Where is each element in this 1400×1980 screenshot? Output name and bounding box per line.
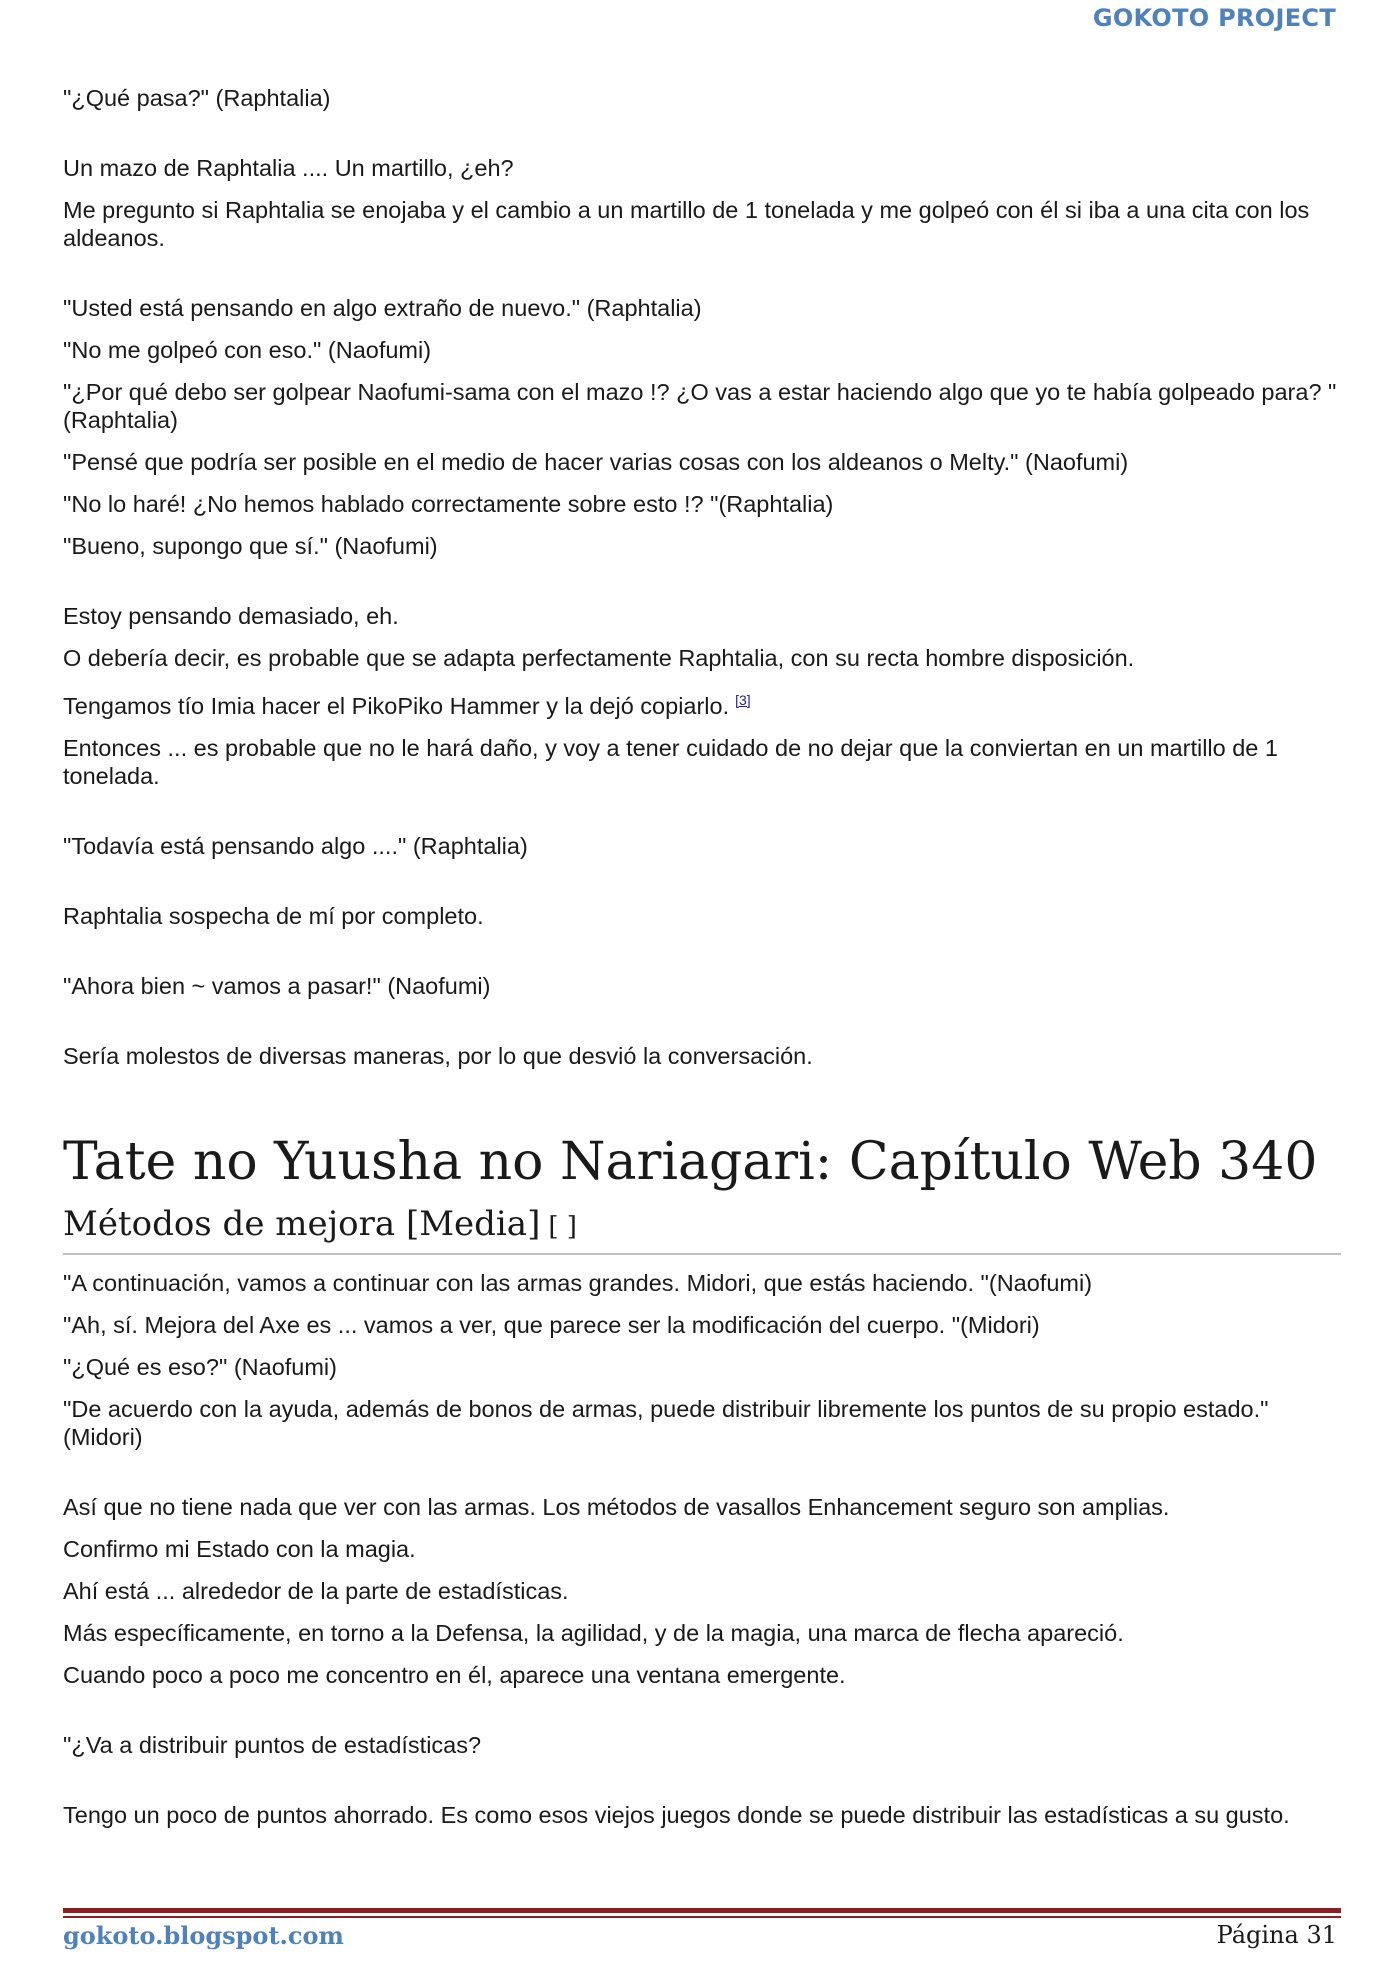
- paragraph: Estoy pensando demasiado, eh.: [63, 603, 399, 629]
- paragraph: "Ahora bien ~ vamos a pasar!" (Naofumi): [63, 972, 491, 999]
- paragraph: "¿Qué pasa?" (Raphtalia): [63, 85, 331, 111]
- section-edit-link[interactable]: [ ]: [548, 1211, 577, 1242]
- paragraph: "De acuerdo con la ayuda, además de bonos de armas, puede distribuir libremente los puntos de su propio estado." (Midori): [63, 1395, 1269, 1450]
- footnote-link[interactable]: [3]: [735, 692, 751, 708]
- paragraph-text: Tengamos tío Imia hacer el PikoPiko Hammer y la dejó copiarlo.: [63, 692, 730, 719]
- paragraph: Raphtalia sospecha de mí por completo.: [63, 902, 484, 929]
- paragraph: Ahí está ... alrededor de la parte de estadísticas.: [63, 1577, 569, 1604]
- paragraph: "No me golpeó con eso." (Naofumi): [63, 337, 432, 363]
- paragraph: "Bueno, supongo que sí." (Naofumi): [63, 533, 438, 559]
- section-title-text: Métodos de mejora [Media]: [63, 1203, 541, 1244]
- footer-divider: [63, 1908, 1341, 1913]
- page-number: Página 31: [1216, 1921, 1337, 1949]
- section-title: [63, 1202, 1341, 1255]
- paragraph: "Usted está pensando en algo extraño de nuevo." (Raphtalia): [63, 295, 702, 321]
- footer-divider-thin: [63, 1916, 1341, 1918]
- document-body: [63, 84, 1341, 1843]
- chapter-title: Tate no Yuusha no Nariagari: Capítulo Web 340: [63, 1131, 1318, 1192]
- footer-url[interactable]: gokoto.blogspot.com: [63, 1921, 344, 1950]
- paragraph-with-footnote: [63, 686, 1341, 720]
- paragraph: O debería decir, es probable que se adapta perfectamente Raphtalia, con su recta hombre disposición.: [63, 645, 1135, 671]
- paragraph: Así que no tiene nada que ver con las armas. Los métodos de vasallos Enhancement seguro son amplias.: [63, 1493, 1170, 1520]
- paragraph: "Todavía está pensando algo ...." (Raphtalia): [63, 832, 528, 859]
- paragraph: Confirmo mi Estado con la magia.: [63, 1535, 416, 1562]
- paragraph: "No lo haré! ¿No hemos hablado correctamente sobre esto !? "(Raphtalia): [63, 491, 834, 517]
- paragraph: "Ah, sí. Mejora del Axe es ... vamos a ver, que parece ser la modificación del cuerpo. "(Midori): [63, 1311, 1040, 1338]
- paragraph: "A continuación, vamos a continuar con las armas grandes. Midori, que estás haciendo. "(Naofumi): [63, 1269, 1093, 1296]
- paragraph: "Pensé que podría ser posible en el medio de hacer varias cosas con los aldeanos o Melty." (Naofumi): [63, 449, 1129, 475]
- paragraph: Sería molestos de diversas maneras, por lo que desvió la conversación.: [63, 1042, 813, 1069]
- header-brand: GOKOTO PROJECT: [1092, 4, 1336, 32]
- paragraph: Me pregunto si Raphtalia se enojaba y el cambio a un martillo de 1 tonelada y me golpeó con él si iba a una cita con los aldeanos.: [63, 197, 1310, 251]
- paragraph: "¿Qué es eso?" (Naofumi): [63, 1353, 337, 1380]
- paragraph: Entonces ... es probable que no le hará daño, y voy a tener cuidado de no dejar que la conviertan en un martillo de 1 tonelada.: [63, 734, 1278, 789]
- paragraph: Tengo un poco de puntos ahorrado. Es como esos viejos juegos donde se puede distribuir las estadísticas a su gusto.: [63, 1801, 1290, 1828]
- paragraph: Un mazo de Raphtalia .... Un martillo, ¿eh?: [63, 155, 514, 181]
- paragraph: "¿Por qué debo ser golpear Naofumi-sama con el mazo !? ¿O vas a estar haciendo algo que yo te había golpeado para? "(Raphtalia): [63, 379, 1337, 433]
- paragraph: Cuando poco a poco me concentro en él, aparece una ventana emergente.: [63, 1661, 846, 1688]
- paragraph: Más específicamente, en torno a la Defensa, la agilidad, y de la magia, una marca de flecha apareció.: [63, 1619, 1124, 1646]
- paragraph: "¿Va a distribuir puntos de estadísticas?: [63, 1731, 482, 1758]
